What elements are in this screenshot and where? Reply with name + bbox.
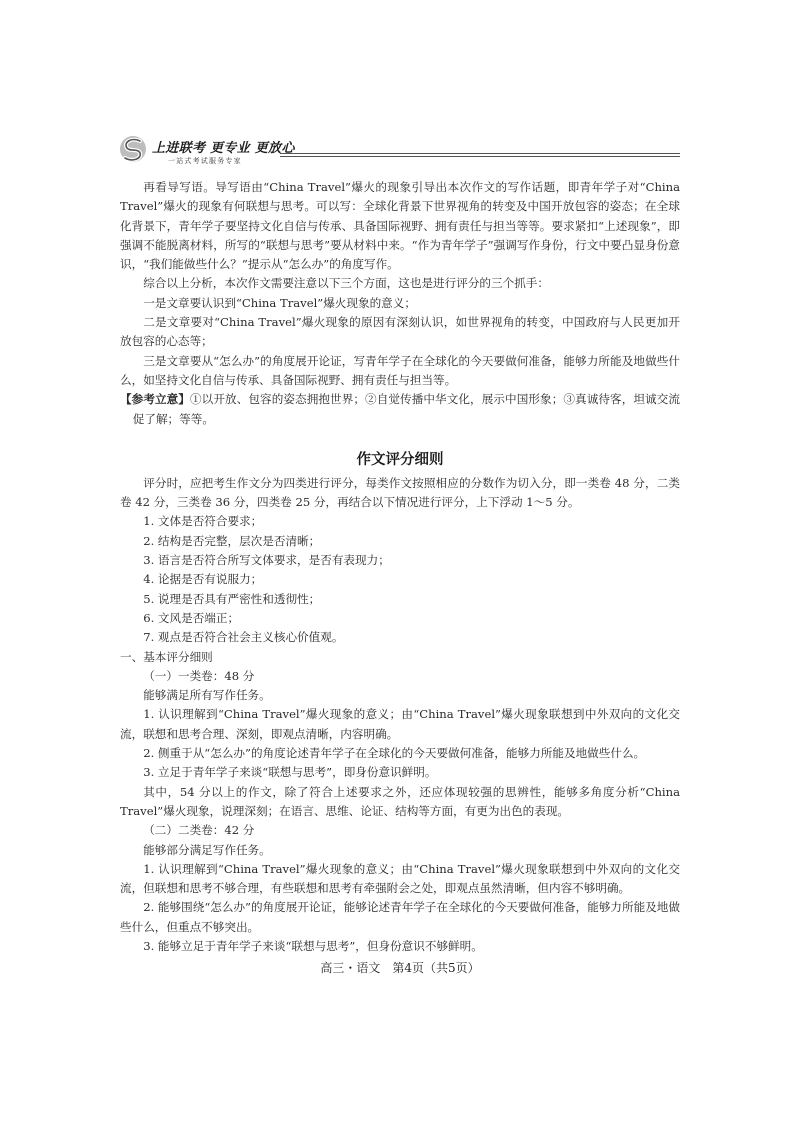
grade-title: （二）二类卷：42 分 (143, 823, 255, 838)
reference-label: 【参考立意】 (120, 392, 191, 407)
analysis-summary: 综合以上分析，本次作文需要注意以下三个方面，这也是进行评分的三个抓手： (143, 276, 549, 291)
criteria-item: 1. 文体是否符合要求； (143, 514, 263, 529)
criteria-item: 4. 论据是否有说服力； (143, 572, 263, 587)
grade-summary: 能够满足所有写作任务。 (143, 688, 271, 703)
header-rule (280, 153, 680, 157)
analysis-point: 三是文章要从“怎么办”的角度展开论证，写青年学子在全球化的今天要做何准备，能够力所能及地做些什么，如坚持文化自信与传承、具备国际视野、拥有责任与担当等。 (120, 353, 680, 387)
document-body (120, 178, 680, 956)
grade-point: 2. 侧重于从“怎么办”的角度论述青年学子在全球化的今天要做何准备，能够力所能及地做些什么。 (143, 746, 646, 761)
grade-summary: 能够部分满足写作任务。 (143, 842, 271, 857)
criteria-item: 7. 观点是否符合社会主义核心价值观。 (143, 630, 344, 645)
grade-point: 3. 立足于青年学子来谈“联想与思考”，即身份意识鲜明。 (143, 765, 437, 780)
grade-point: 1. 认识理解到“China Travel”爆火现象的意义；由“China Travel”爆火现象联想到中外双向的文化交流，联想和思考合理、深刻，即观点清晰，内容明确。 (120, 707, 680, 741)
scoring-title: 作文评分细则 (356, 451, 444, 468)
section-title: 一、基本评分细则 (120, 649, 213, 664)
swirl-logo-icon (118, 134, 150, 164)
criteria-item: 2. 结构是否完整，层次是否清晰； (143, 533, 321, 548)
scoring-intro: 评分时，应把考生作文分为四类进行评分，每类作文按照相应的分数作为切入分，即一类卷 48 分，二类卷 42 分，三类卷 36 分，四类卷 25 分，再结合以下情况进行评分，上下浮动 1～5 分。 (120, 475, 680, 510)
page-footer: 高三・语文 第4页（共5页） (320, 961, 480, 975)
brand-tagline: 一站式考试服务专家 (168, 157, 242, 165)
page-header (118, 134, 682, 168)
brand-slogan: 上进联考 更专业 更放心 (152, 141, 295, 156)
criteria-item: 6. 文风是否端正； (143, 610, 240, 625)
grade-point: 3. 能够立足于青年学子来谈“联想与思考”，但身份意识不够鲜明。 (143, 938, 483, 953)
grade-note: 其中，54 分以上的作文，除了符合上述要求之外，还应体现较强的思辨性，能够多角度分析“China Travel”爆火现象，说理深刻；在语言、思维、论证、结构等方面，有更为出色的表现。 (120, 784, 680, 818)
reference-text: ①以开放、包容的姿态拥抱世界；②自觉传播中华文化，展示中国形象；③真诚待客，坦诚交流促了解；等等。 (132, 392, 680, 426)
grade-title: （一）一类卷：48 分 (143, 668, 255, 683)
analysis-point: 二是文章要对“China Travel”爆火现象的原因有深刻认识，如世界视角的转变，中国政府与人民更加开放包容的心态等； (120, 315, 680, 349)
criteria-item: 5. 说理是否具有严密性和透彻性； (143, 591, 321, 606)
criteria-item: 3. 语言是否符合所写文体要求，是否有表现力； (143, 553, 390, 568)
analysis-point: 一是文章要认识到“China Travel”爆火现象的意义； (143, 295, 416, 310)
grade-point: 2. 能够围绕“怎么办”的角度展开论证，能够论述青年学子在全球化的今天要做何准备，能够力所能及地做些什么，但重点不够突出。 (120, 900, 680, 934)
reference-idea (120, 390, 680, 429)
grade-point: 1. 认识理解到“China Travel”爆火现象的意义；由“China Travel”爆火现象联想到中外双向的文化交流，但联想和思考不够合理，有些联想和思考有牵强附会之处，即观点虽然清晰，但内容不够明确。 (120, 861, 680, 896)
analysis-intro: 再看导写语。导写语由“China Travel”爆火的现象引导出本次作文的写作话题，即青年学子对“China Travel”爆火的现象有何联想与思考。可以写：全球化背景下世界视角的转变及中国开放包容的姿态；在全球化背景下，青年学子要坚持文化自信与传承、具备国际视野、拥有责任与担当等等。要求紧扣“上述现象”，即强调不能脱离材料，所写的“联想与思考”要从材料中来。“作为青年学子”强调写作身份，行文中要凸显身份意识，“我们能做些什么？”提示从“怎么办”的角度写作。 (120, 180, 680, 272)
